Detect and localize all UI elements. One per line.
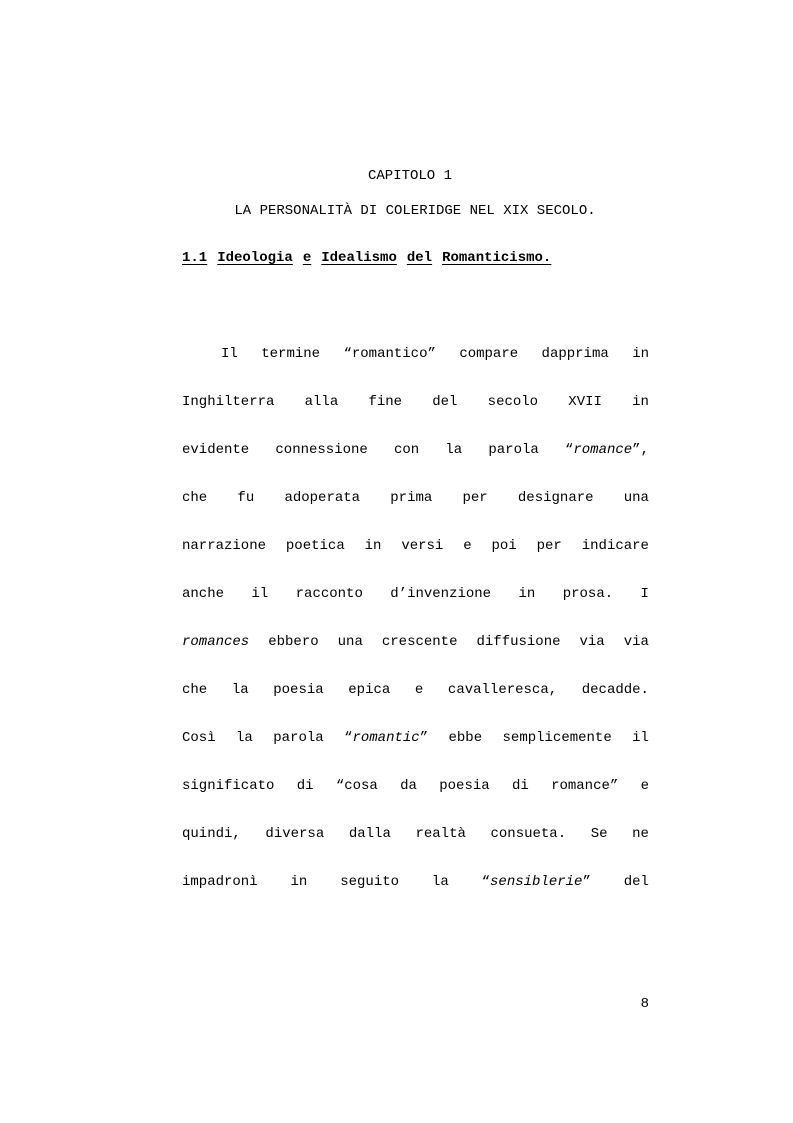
word: [519, 585, 536, 633]
word-fragment: Il: [221, 346, 238, 362]
word-fragment: Così: [182, 730, 216, 746]
word-fragment: versi: [401, 538, 444, 554]
word-fragment: “cosa: [335, 778, 378, 794]
word: [415, 681, 423, 729]
word-fragment: una: [337, 634, 363, 650]
section-title-word: e: [302, 250, 312, 266]
text-line: [182, 873, 649, 921]
word: [336, 777, 378, 825]
word-fragment: romance”: [551, 778, 619, 794]
word-fragment: termine: [261, 346, 321, 362]
word: [448, 681, 557, 729]
text-line: [182, 729, 649, 777]
word: [542, 345, 609, 393]
text-line: [182, 441, 649, 489]
word-fragment: prima: [390, 490, 433, 506]
word-fragment: impadronì: [182, 874, 258, 890]
word: [551, 777, 618, 825]
word-fragment: prosa.: [562, 586, 614, 602]
word-fragment: in: [632, 394, 649, 410]
word-fragment: crescente: [381, 634, 458, 650]
word: [394, 441, 419, 489]
chapter-title: LA PERSONALITÀ DI COLERIDGE NEL XIX SECOLO.: [234, 203, 596, 219]
word: [275, 441, 367, 489]
word-fragment: sensiblerie: [490, 874, 583, 890]
word-fragment: ebbe: [448, 730, 483, 746]
word-fragment: del: [432, 394, 458, 410]
word-fragment: poesia: [439, 778, 490, 794]
word-fragment: la: [231, 682, 249, 698]
word: [349, 825, 391, 873]
section-title-word: Ideologia: [217, 250, 293, 266]
word: [232, 681, 249, 729]
word-fragment: “romantico”: [343, 346, 436, 362]
word: [236, 729, 253, 777]
word-fragment: adoperata: [284, 490, 361, 506]
word-fragment: fine: [368, 394, 403, 410]
text-line: [182, 777, 649, 825]
word: [591, 825, 608, 873]
word-fragment: in: [518, 586, 536, 602]
word: [582, 681, 649, 729]
word: [338, 633, 363, 681]
word: [344, 729, 428, 777]
word-fragment: romances: [182, 634, 250, 650]
text-line: [182, 681, 649, 729]
word-fragment: la: [431, 874, 449, 890]
word-fragment: che: [182, 682, 208, 698]
word: [182, 489, 207, 537]
word: [580, 633, 605, 681]
text-line: [182, 393, 649, 441]
word-fragment: ”,: [632, 442, 649, 458]
word: [237, 489, 254, 537]
page-number: 8: [640, 996, 649, 1012]
word: [182, 393, 274, 441]
word: [415, 825, 465, 873]
word-fragment: “: [564, 442, 574, 458]
word: [182, 537, 266, 585]
word: [400, 777, 417, 825]
word-fragment: parola: [273, 730, 324, 746]
text-line: [182, 633, 649, 681]
section-heading: [182, 249, 551, 267]
word: [305, 393, 339, 441]
word-fragment: di: [296, 778, 314, 794]
word: [296, 585, 363, 633]
word-fragment: del: [623, 874, 649, 890]
word-fragment: anche: [182, 586, 225, 602]
word: [182, 585, 224, 633]
word: [390, 585, 491, 633]
word: [261, 345, 320, 393]
word: [251, 585, 268, 633]
word: [221, 345, 238, 393]
word: [488, 441, 538, 489]
word: [518, 489, 594, 537]
word-fragment: via: [579, 634, 605, 650]
word-fragment: ”: [419, 730, 429, 746]
word-fragment: alla: [304, 394, 339, 410]
word-fragment: in: [632, 346, 649, 362]
word: [624, 489, 649, 537]
word: [624, 873, 649, 921]
word: [488, 393, 538, 441]
word: [273, 729, 323, 777]
word: [182, 633, 249, 681]
chapter-label: CAPITOLO 1: [367, 168, 452, 184]
word: [286, 537, 345, 585]
word-fragment: il: [251, 586, 269, 602]
word-fragment: diffusione: [476, 634, 561, 650]
word-fragment: via: [623, 634, 649, 650]
word-fragment: cavalleresca,: [447, 682, 558, 698]
word: [182, 729, 216, 777]
word: [182, 825, 241, 873]
word: [382, 633, 458, 681]
section-title-word: Romanticismo.: [442, 250, 552, 266]
word: [491, 825, 567, 873]
word-fragment: dalla: [348, 826, 391, 842]
word: [268, 633, 318, 681]
word-fragment: ne: [632, 826, 649, 842]
word-fragment: in: [290, 874, 308, 890]
section-title-word: del: [406, 250, 433, 266]
word-fragment: che: [182, 490, 208, 506]
word-fragment: racconto: [295, 586, 363, 602]
word: [432, 873, 449, 921]
word: [632, 729, 649, 777]
word-fragment: poetica: [285, 538, 345, 554]
word-fragment: evidente: [182, 442, 250, 458]
word: [641, 585, 649, 633]
word: [291, 873, 308, 921]
word-fragment: secolo: [487, 394, 539, 410]
word-fragment: consueta.: [490, 826, 567, 842]
word-fragment: la: [445, 442, 463, 458]
word: [445, 441, 462, 489]
word: [537, 537, 562, 585]
word-fragment: e: [414, 682, 424, 698]
word-fragment: per: [462, 490, 488, 506]
word-fragment: d’invenzione: [390, 586, 492, 602]
word-fragment: la: [236, 730, 253, 746]
word-fragment: per: [536, 538, 562, 554]
word-fragment: con: [393, 442, 420, 458]
word-fragment: compare: [459, 346, 519, 362]
word: [459, 345, 518, 393]
word: [343, 345, 435, 393]
word: [563, 585, 613, 633]
word-fragment: fu: [237, 490, 255, 506]
word: [284, 489, 360, 537]
word-fragment: il: [632, 730, 649, 746]
word: [182, 681, 207, 729]
word-fragment: semplicemente: [502, 730, 612, 746]
word: [568, 393, 602, 441]
word: [182, 873, 258, 921]
word-fragment: Inghilterra: [182, 394, 275, 410]
word-fragment: ebbero: [268, 634, 319, 650]
word: [482, 873, 591, 921]
word-fragment: I: [640, 586, 649, 602]
word-fragment: e: [463, 538, 472, 554]
text-line: [182, 489, 649, 537]
word: [432, 393, 457, 441]
word: [582, 537, 649, 585]
word-fragment: Se: [590, 826, 608, 842]
word: [565, 441, 649, 489]
word-fragment: diversa: [265, 826, 325, 842]
word-fragment: quindi,: [182, 826, 241, 842]
word-fragment: dapprima: [541, 346, 609, 362]
word: [368, 393, 402, 441]
word: [340, 873, 399, 921]
text-line: [182, 585, 649, 633]
word: [492, 537, 517, 585]
word-fragment: seguito: [340, 874, 400, 890]
word-fragment: parola: [488, 442, 539, 458]
word: [503, 729, 612, 777]
word: [390, 489, 432, 537]
word-fragment: decadde.: [581, 682, 649, 698]
word: [273, 681, 323, 729]
word-fragment: epica: [348, 682, 391, 698]
word-fragment: “: [344, 730, 353, 746]
word: [365, 537, 382, 585]
word: [632, 345, 649, 393]
body-paragraph: [182, 345, 649, 921]
text-line: [182, 537, 649, 585]
word: [632, 393, 649, 441]
section-title-word: Idealismo: [321, 250, 397, 266]
word-fragment: XVII: [568, 394, 602, 410]
word-fragment: da: [400, 778, 417, 794]
word: [476, 633, 560, 681]
word: [182, 777, 274, 825]
word-fragment: realtà: [415, 826, 466, 842]
word: [182, 441, 249, 489]
word-fragment: poi: [491, 538, 517, 554]
word-fragment: e: [640, 778, 649, 794]
word-fragment: ”: [582, 874, 591, 890]
word-fragment: connessione: [275, 442, 368, 458]
word-fragment: narrazione: [182, 538, 267, 554]
word-fragment: indicare: [581, 538, 649, 554]
word: [401, 537, 443, 585]
word-fragment: romantic: [352, 730, 420, 746]
word-fragment: poesia: [273, 682, 324, 698]
word-fragment: “: [481, 874, 491, 890]
word: [624, 633, 649, 681]
word: [265, 825, 324, 873]
text-line: [182, 345, 649, 393]
word: [297, 777, 314, 825]
word-fragment: di: [511, 778, 529, 794]
word: [348, 681, 390, 729]
word: [463, 537, 471, 585]
word-fragment: significato: [182, 778, 275, 794]
word-fragment: designare: [517, 490, 594, 506]
word-fragment: romance: [573, 442, 633, 458]
word: [632, 825, 649, 873]
text-line: [182, 825, 649, 873]
section-number: 1.1: [182, 250, 208, 266]
word: [512, 777, 529, 825]
word: [439, 777, 489, 825]
word: [641, 777, 649, 825]
word: [462, 489, 487, 537]
word-fragment: una: [623, 490, 649, 506]
word-fragment: in: [364, 538, 382, 554]
word: [449, 729, 483, 777]
